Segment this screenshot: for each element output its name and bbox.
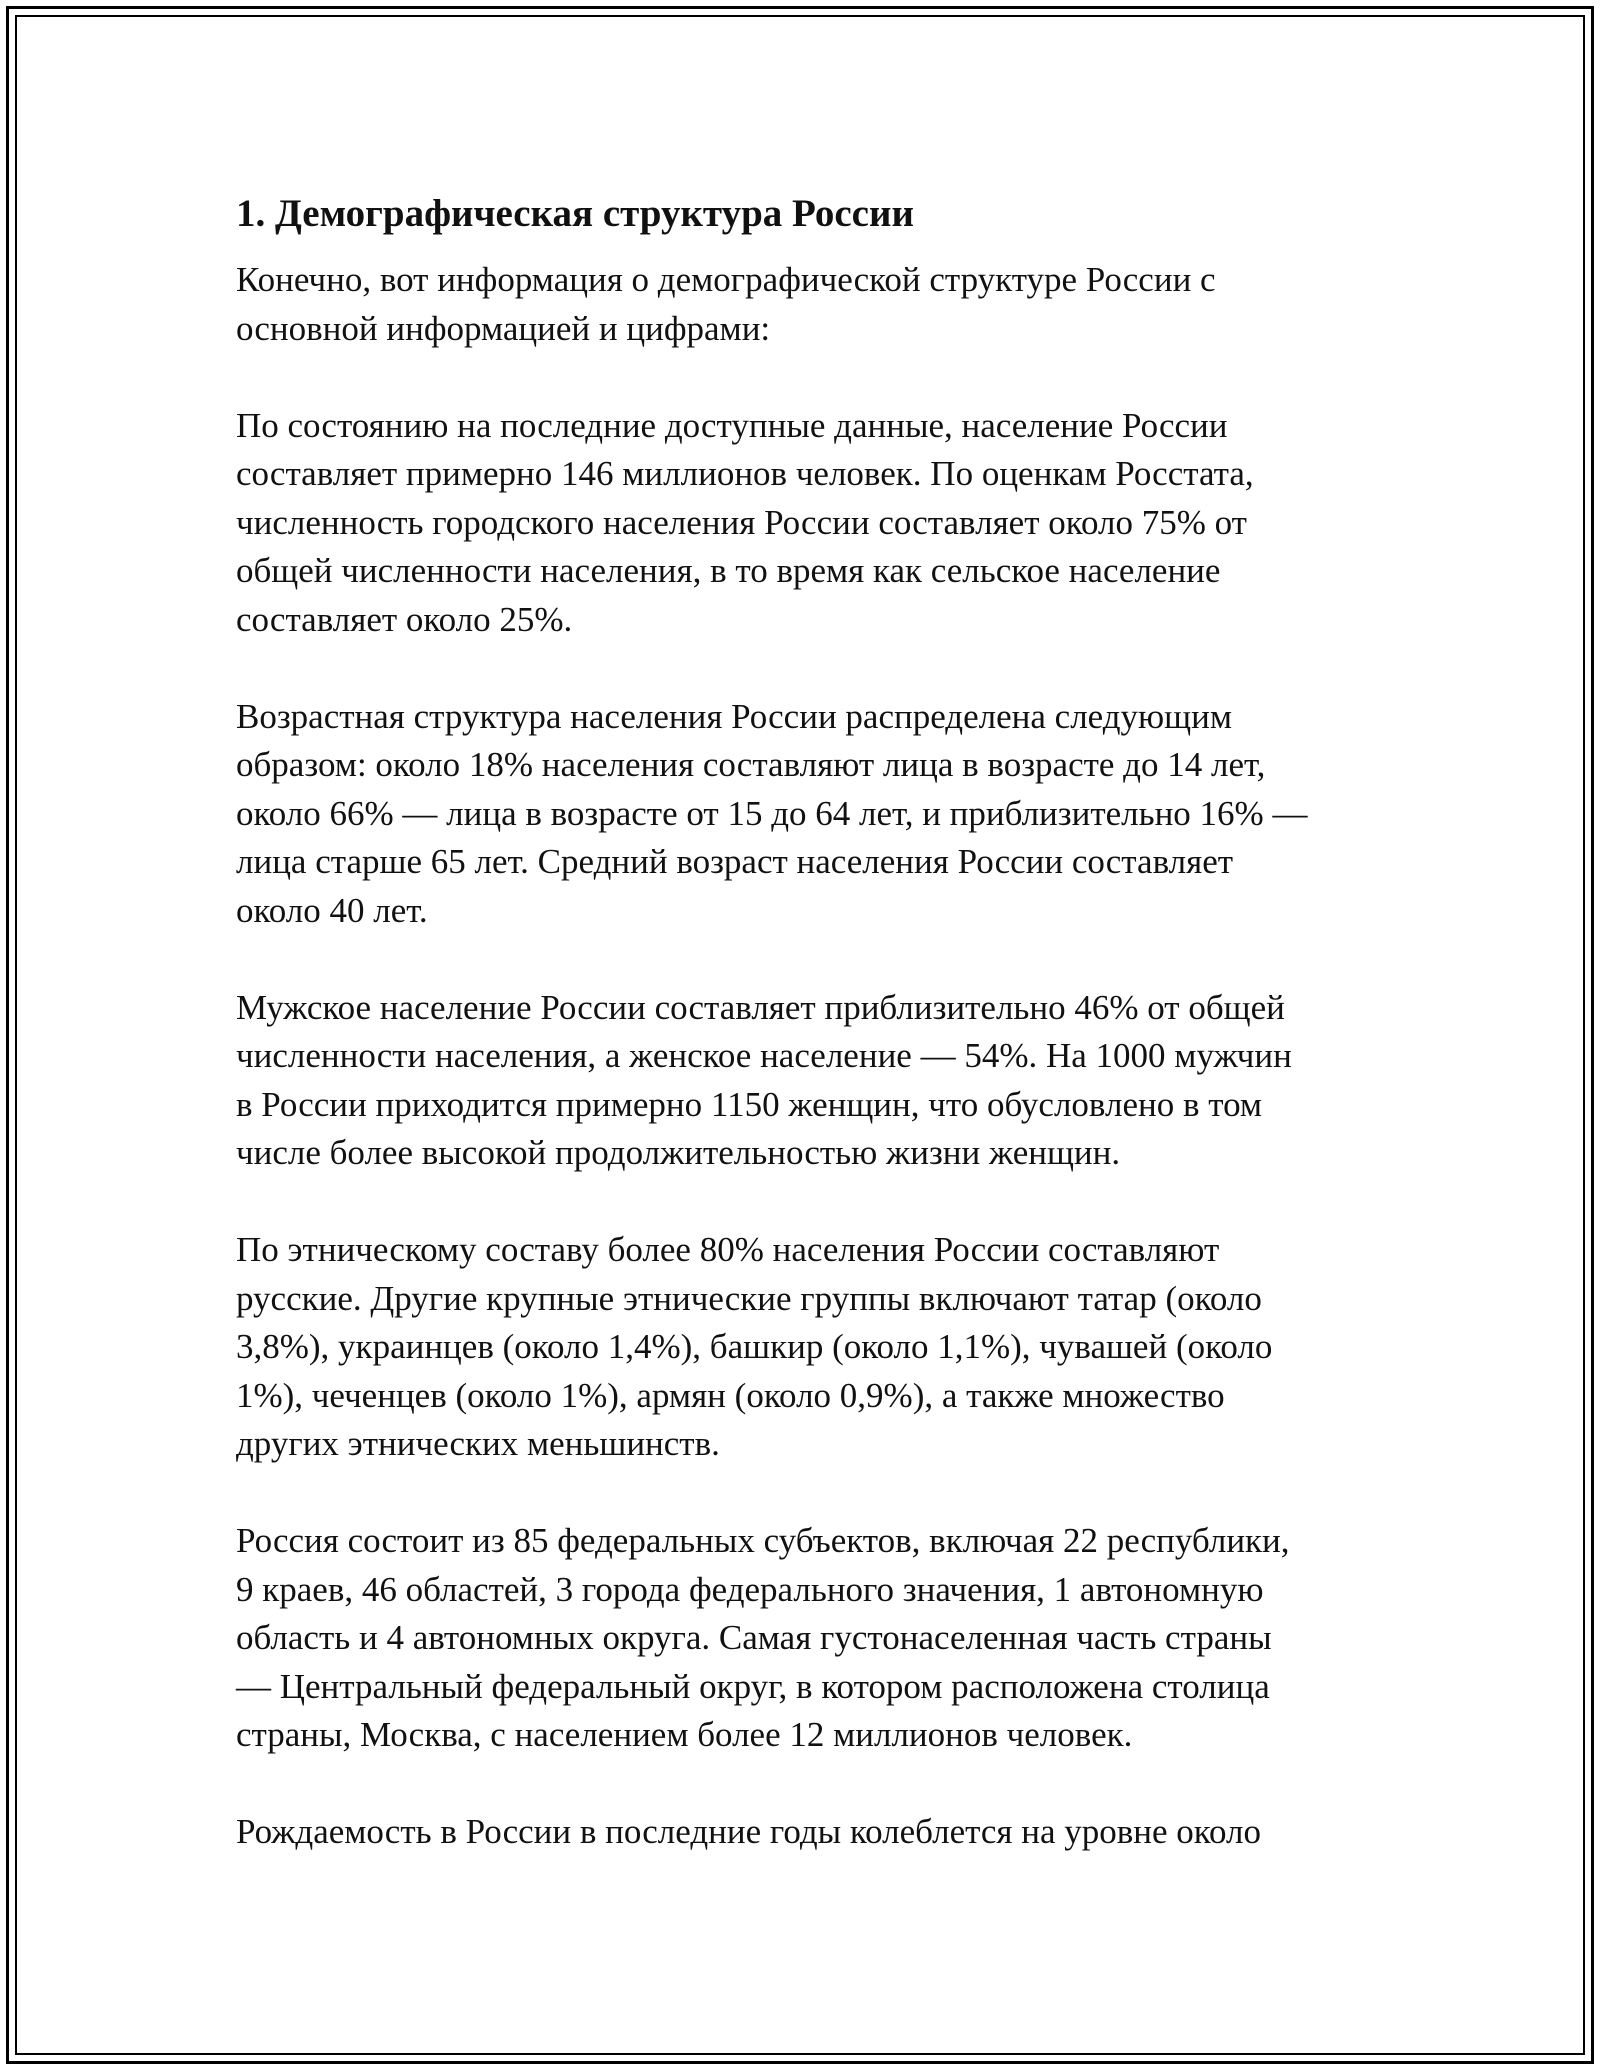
document-title: 1. Демографическая структура России [236,192,914,235]
paragraph-gender-structure: Мужское население России составляет приблизительно 46% от общей численности населения, а женское население — 54%. На 1000 мужчин в России приходится примерно 1150 женщин, что обусловлено в том числе более высокой продолжительностью жизни женщин. [236,987,1292,1172]
paragraph-age-structure: Возрастная структура населения России распределена следующим образом: около 18% населения составляют лица в возрасте до 14 лет, около 66% — лица в возрасте от 15 до 64 лет, и приблизительно 16% — лица старше 65 лет. Средний возраст населения России составляет около 40 лет. [236,696,1308,930]
paragraph-ethnic-composition: По этническому составу более 80% населения России составляют русские. Другие крупные этнические группы включают татар (около 3,8%), украинцев (около 1,4%), башкир (около 1,1%), чувашей (около 1%), чеченцев (около 1%), армян (около 0,9%), а также множество других этнических меньшинств. [236,1230,1273,1463]
paragraph-federal-subjects: Россия состоит из 85 федеральных субъектов, включая 22 республики, 9 краев, 46 областей, 3 города федерального значения, 1 автономную область и 4 автономных округа. Самая густонаселенная часть страны — Центральный федеральный округ, в котором расположена столица страны, Москва, с населением более 12 миллионов человек. [236,1521,1290,1754]
document-body [236,186,1406,1857]
paragraph-birth-rate: Рождаемость в России в последние годы колеблется на уровне около [236,1812,1262,1851]
paragraph-population: По состоянию на последние доступные данные, население России составляет примерно 146 миллионов человек. По оценкам Росстата, численность городского населения России составляет около 75% от общей численности населения, в то время как сельское население составляет около 25%. [236,405,1254,639]
paragraph-intro: Конечно, вот информация о демографической структуре России с основной информацией и цифрами: [236,260,1216,348]
